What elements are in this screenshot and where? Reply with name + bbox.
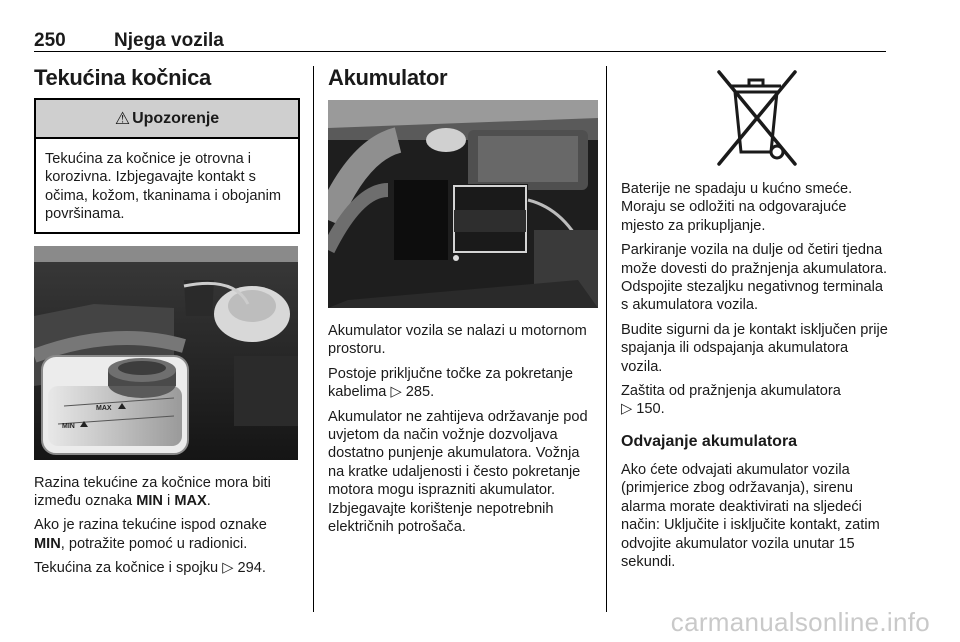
brake-fluid-level-paragraph: Razina tekućine za kočnice mora biti između oznaka MIN i MAX. bbox=[34, 474, 271, 510]
page-reference-icon: ▷ bbox=[621, 401, 633, 418]
min-mark-label: MIN bbox=[62, 422, 75, 430]
crossed-out-wheelie-bin-icon bbox=[711, 66, 801, 170]
column-divider-1 bbox=[313, 66, 314, 612]
battery-maintenance-paragraph: Akumulator ne zahtijeva održavanje pod uvjetom da način vožnje dozvoljava dostatno punjenje akumulatora. Vožnja na kratke udaljenosti i često pokretanje motora mogu isprazniti akumulator. Izbjegavajte korištenje nepotrebnih električnih potrošača. bbox=[328, 408, 588, 536]
section-heading-disconnect: Odvajanje akumulatora bbox=[621, 432, 798, 450]
page-header bbox=[34, 30, 886, 52]
running-title: Njega vozila bbox=[114, 30, 224, 51]
header-rule bbox=[34, 51, 886, 52]
page-reference-icon: ▷ bbox=[390, 384, 402, 401]
column-divider-2 bbox=[606, 66, 607, 612]
warning-text: Tekućina za kočnice je otrovna i korozivna. Izbjegavajte kontakt s očima, kožom, tkaninama i obojanim površinama. bbox=[45, 151, 282, 223]
column-battery-disposal bbox=[621, 60, 891, 577]
parking-discharge-paragraph: Parkiranje vozila na dulje od četiri tjedna može dovesti do pražnjenja akumulatora. Odspojite stezaljku negativnog terminala s akumulatora vozila. bbox=[621, 242, 888, 314]
jump-start-paragraph: Postoje priključne točke za pokretanje kabelima ▷ 285. bbox=[328, 365, 573, 401]
engine-bay-battery-photo bbox=[328, 100, 598, 308]
section-heading-brake-fluid: Tekućina kočnica bbox=[34, 65, 211, 90]
warning-box bbox=[34, 98, 300, 234]
warning-body bbox=[36, 139, 298, 232]
brake-fluid-low-paragraph: Ako je razina tekućine ispod oznake MIN, potražite pomoć u radionici. bbox=[34, 517, 267, 552]
column-battery bbox=[328, 60, 592, 542]
brake-fluid-reservoir-photo bbox=[34, 246, 298, 460]
warning-title: Upozorenje bbox=[132, 109, 220, 127]
battery-disposal-paragraph: Baterije ne spadaju u kućno smeće. Moraju se odložiti na odgovarajuće mjesto za prikupljanje. bbox=[621, 181, 853, 234]
disconnect-paragraph: Ako ćete odvajati akumulator vozila (primjerice zbog održavanja), sirenu alarma morate deaktivirati na sljedeći način: Uključite i isključite kontakt, zatim odvojite akumulator vozila unutar 15 sekundi. bbox=[621, 461, 880, 570]
max-mark-label: MAX bbox=[96, 404, 112, 412]
ignition-off-paragraph: Budite sigurni da je kontakt isključen prije spajanja ili odspajanja akumulatora vozila. bbox=[621, 321, 888, 375]
section-heading-battery: Akumulator bbox=[328, 65, 448, 90]
page-reference-icon: ▷ bbox=[222, 560, 234, 577]
watermark: carmanualsonline.info bbox=[670, 607, 930, 637]
column-brake-fluid bbox=[34, 60, 300, 584]
page-number: 250 bbox=[34, 30, 66, 51]
battery-location-paragraph: Akumulator vozila se nalazi u motornom prostoru. bbox=[328, 323, 587, 358]
warning-triangle-icon: ⚠ bbox=[114, 108, 131, 128]
warning-header bbox=[36, 100, 298, 139]
discharge-protection-paragraph: Zaštita od pražnjenja akumulatora ▷ 150. bbox=[621, 383, 841, 418]
brake-fluid-reference-paragraph: Tekućina za kočnice i spojku ▷ 294. bbox=[34, 560, 266, 577]
